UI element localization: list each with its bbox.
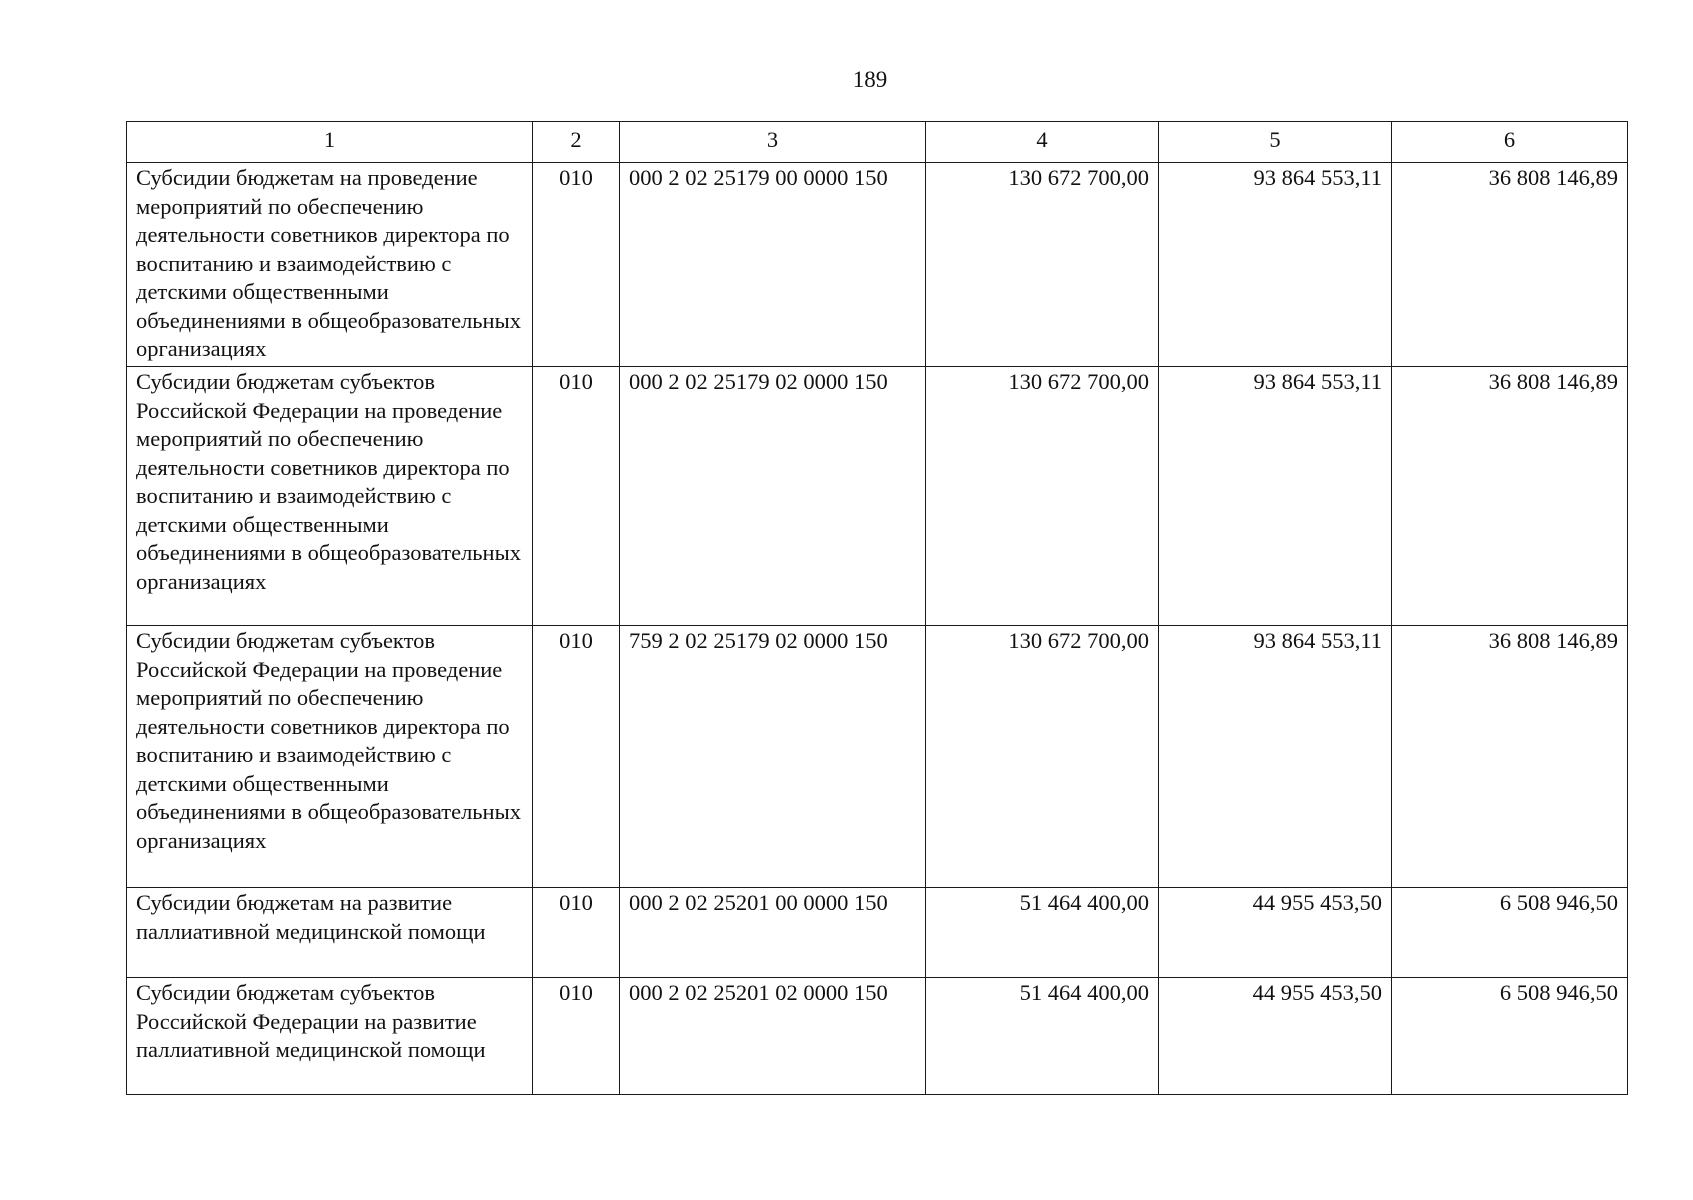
table-row [127,888,1628,978]
row-name-cell: Субсидии бюджетам на развитие паллиативной медицинской помощи [127,888,533,978]
row-unexecuted-cell: 6 508 946,50 [1392,978,1628,1095]
row-executed-cell: 44 955 453,50 [1159,888,1392,978]
column-header-4: 4 [926,122,1159,163]
row-unexecuted-cell: 6 508 946,50 [1392,888,1628,978]
table-row [127,163,1628,367]
row-code-cell: 010 [533,626,620,888]
row-code-cell: 010 [533,163,620,367]
row-code-cell: 010 [533,367,620,626]
row-budget-code-cell: 000 2 02 25201 02 0000 150 [620,978,926,1095]
row-approved-cell: 130 672 700,00 [926,626,1159,888]
row-code-cell: 010 [533,888,620,978]
row-name-cell: Субсидии бюджетам субъектов Российской Федерации на развитие паллиативной медицинской помощи [127,978,533,1095]
row-unexecuted-cell: 36 808 146,89 [1392,626,1628,888]
budget-execution-table [126,121,1628,1095]
page-number: 189 [852,67,888,92]
row-budget-code-cell: 000 2 02 25179 00 0000 150 [620,163,926,367]
column-header-6: 6 [1392,122,1628,163]
column-header-1: 1 [127,122,533,163]
row-budget-code-cell: 759 2 02 25179 02 0000 150 [620,626,926,888]
column-header-3: 3 [620,122,926,163]
table-header-row [127,122,1628,163]
row-approved-cell: 51 464 400,00 [926,978,1159,1095]
table-row [127,367,1628,626]
table-row [127,978,1628,1095]
column-header-2: 2 [533,122,620,163]
row-executed-cell: 93 864 553,11 [1159,367,1392,626]
row-code-cell: 010 [533,978,620,1095]
row-budget-code-cell: 000 2 02 25179 02 0000 150 [620,367,926,626]
row-executed-cell: 93 864 553,11 [1159,163,1392,367]
column-header-5: 5 [1159,122,1392,163]
row-unexecuted-cell: 36 808 146,89 [1392,367,1628,626]
row-approved-cell: 51 464 400,00 [926,888,1159,978]
table-row [127,626,1628,888]
row-name-cell: Субсидии бюджетам субъектов Российской Федерации на проведение мероприятий по обеспечению деятельности советников директора по воспитанию и взаимодействию с детскими общественными объединениями в общеобразовательных организациях [127,367,533,626]
row-budget-code-cell: 000 2 02 25201 00 0000 150 [620,888,926,978]
row-executed-cell: 44 955 453,50 [1159,978,1392,1095]
row-name-cell: Субсидии бюджетам субъектов Российской Федерации на проведение мероприятий по обеспечению деятельности советников директора по воспитанию и взаимодействию с детскими общественными объединениями в общеобразовательных организациях [127,626,533,888]
row-approved-cell: 130 672 700,00 [926,163,1159,367]
row-approved-cell: 130 672 700,00 [926,367,1159,626]
row-executed-cell: 93 864 553,11 [1159,626,1392,888]
row-name-cell: Субсидии бюджетам на проведение мероприятий по обеспечению деятельности советников директора по воспитанию и взаимодействию с детскими общественными объединениями в общеобразовательных организациях [127,163,533,367]
row-unexecuted-cell: 36 808 146,89 [1392,163,1628,367]
